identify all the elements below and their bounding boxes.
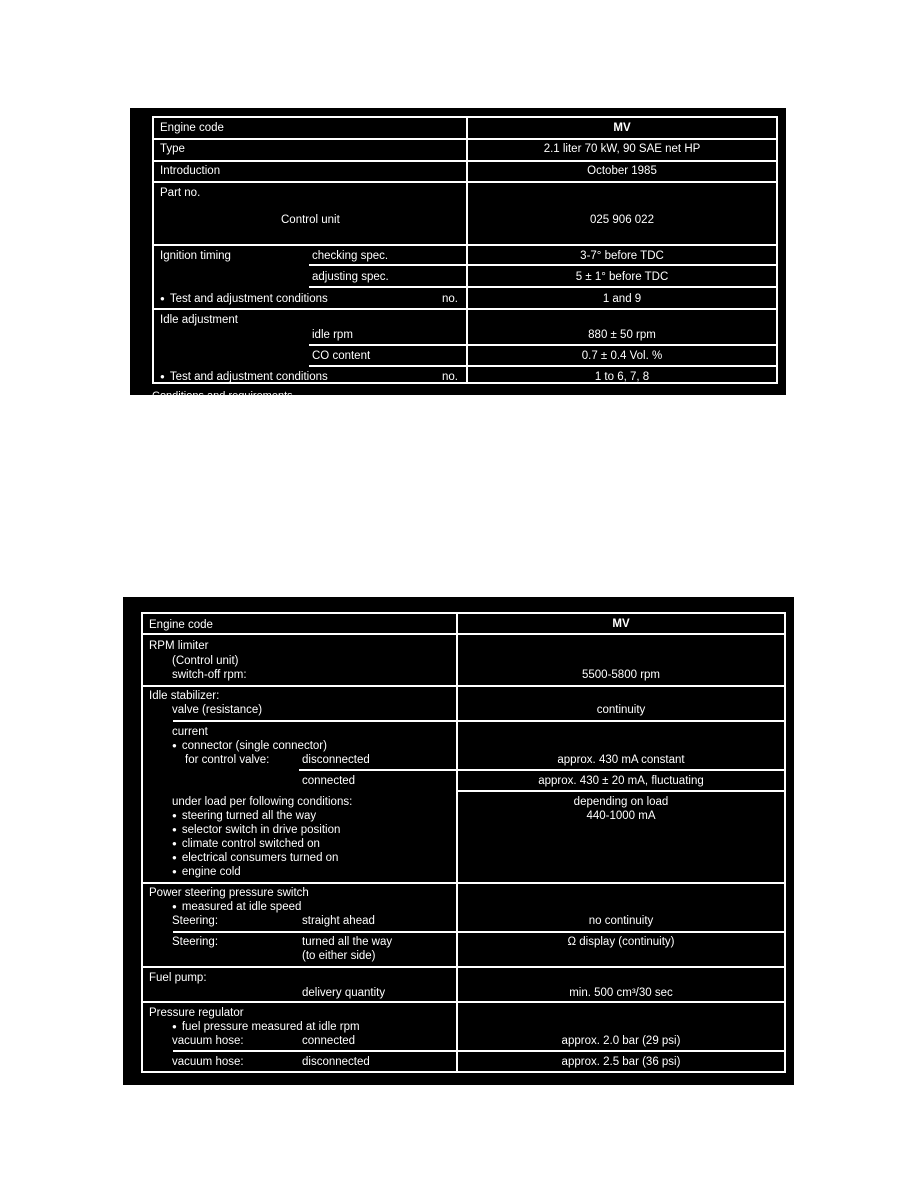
checking-spec-value: 3-7° before TDC	[580, 250, 664, 262]
straight-ahead-value: no continuity	[588, 915, 654, 927]
under-load-label: under load per following conditions:	[172, 796, 353, 808]
type-value: 2.1 liter 70 kW, 90 SAE net HP	[543, 143, 701, 155]
ignition-timing-label: Ignition timing	[160, 250, 231, 262]
control-unit-value: 025 906 022	[590, 214, 654, 226]
row-divider	[456, 790, 784, 792]
engine-code-label: Engine code	[160, 122, 224, 134]
vacuum-hose-label-2: vacuum hose:	[172, 1056, 244, 1068]
disconnected-value: approx. 430 mA constant	[557, 754, 685, 766]
engine-code-value: MV	[613, 122, 631, 134]
vacuum-hose-label: vacuum hose:	[172, 1035, 244, 1047]
measured-idle-speed: ● measured at idle speed	[172, 900, 301, 915]
fuel-pressure-measured: ● fuel pressure measured at idle rpm	[172, 1020, 360, 1035]
hose-connected-value: approx. 2.0 bar (29 psi)	[561, 1035, 681, 1047]
part-no-label: Part no.	[160, 187, 201, 199]
for-control-valve-label: for control valve:	[185, 754, 270, 766]
rpm-limiter-label: RPM limiter	[149, 640, 209, 652]
co-content-value: 0.7 ± 0.4 Vol. %	[581, 350, 663, 362]
spec-table-2-panel	[123, 597, 794, 1085]
row-divider	[309, 286, 776, 288]
valve-resistance-value: continuity	[596, 704, 646, 716]
either-side-label: (to either side)	[302, 950, 376, 962]
engine-code-value: MV	[612, 618, 630, 630]
co-content-label: CO content	[312, 350, 371, 362]
row-divider	[143, 882, 784, 884]
hose-disconnected-value: approx. 2.5 bar (36 psi)	[561, 1056, 681, 1068]
cutoff-footnote: Conditions and requirements	[152, 390, 293, 402]
condition-item: ● climate control switched on	[172, 837, 320, 852]
spec-table-1-panel	[130, 108, 786, 402]
row-divider	[143, 966, 784, 968]
rpm-limiter-control-unit: (Control unit)	[172, 655, 239, 667]
idle-rpm-value: 880 ± 50 rpm	[588, 329, 656, 341]
under-load-value-1: depending on load	[573, 796, 669, 808]
disconnected-label: disconnected	[302, 754, 370, 766]
row-divider	[173, 1050, 784, 1052]
spec-table-2	[141, 612, 786, 1073]
rpm-limiter-value: 5500-5800 rpm	[582, 669, 660, 681]
condition-item: ● steering turned all the way	[172, 809, 316, 824]
row-divider	[309, 365, 776, 367]
introduction-label: Introduction	[160, 165, 221, 177]
under-load-value-2: 440-1000 mA	[586, 810, 656, 822]
steering-label-2: Steering:	[172, 936, 219, 948]
checking-spec-label: checking spec.	[312, 250, 389, 262]
idle-rpm-label: idle rpm	[312, 329, 353, 341]
delivery-quantity-value: min. 500 cm³/30 sec	[569, 987, 673, 999]
connector-label: ● connector (single connector)	[172, 739, 327, 754]
control-unit-label: Control unit	[281, 214, 340, 226]
row-divider	[154, 138, 776, 140]
conditions-1-no-label: no.	[442, 293, 458, 305]
condition-item: ● engine cold	[172, 865, 241, 880]
conditions-2-value: 1 to 6, 7, 8	[594, 371, 650, 383]
row-divider	[173, 720, 784, 722]
straight-ahead-label: straight ahead	[302, 915, 375, 927]
row-divider	[143, 1001, 784, 1003]
pressure-regulator-label: Pressure regulator	[149, 1007, 244, 1019]
row-divider	[309, 344, 776, 346]
hose-connected-label: connected	[302, 1035, 356, 1047]
conditions-1-value: 1 and 9	[602, 293, 642, 305]
idle-stabilizer-label: Idle stabilizer:	[149, 690, 220, 702]
fuel-pump-label: Fuel pump:	[149, 972, 207, 984]
idle-adjustment-label: Idle adjustment	[160, 314, 238, 326]
connected-value: approx. 430 ± 20 mA, fluctuating	[538, 775, 704, 787]
row-divider	[143, 633, 784, 635]
rpm-limiter-switch-off: switch-off rpm:	[172, 669, 247, 681]
row-divider	[299, 769, 784, 771]
condition-item: ● selector switch in drive position	[172, 823, 340, 838]
row-divider	[154, 308, 776, 310]
type-label: Type	[160, 143, 185, 155]
introduction-value: October 1985	[587, 165, 657, 177]
row-divider	[143, 685, 784, 687]
row-divider	[309, 264, 776, 266]
valve-resistance-label: valve (resistance)	[172, 704, 263, 716]
engine-code-label: Engine code	[149, 619, 213, 631]
delivery-quantity-label: delivery quantity	[302, 987, 386, 999]
row-divider	[154, 244, 776, 246]
row-divider	[173, 931, 784, 933]
adjusting-spec-label: adjusting spec.	[312, 271, 389, 283]
power-steering-label: Power steering pressure switch	[149, 887, 309, 899]
hose-disconnected-label: disconnected	[302, 1056, 370, 1068]
steering-label: Steering:	[172, 915, 219, 927]
row-divider	[154, 181, 776, 183]
row-divider	[154, 160, 776, 162]
conditions-2-label: ● Test and adjustment conditions	[160, 370, 328, 385]
turned-label: turned all the way	[302, 936, 393, 948]
conditions-2-no-label: no.	[442, 371, 458, 383]
current-label: current	[172, 726, 208, 738]
condition-item: ● electrical consumers turned on	[172, 851, 338, 866]
spec-table-1	[152, 116, 778, 384]
turned-value: Ω display (continuity)	[567, 936, 675, 948]
adjusting-spec-value: 5 ± 1° before TDC	[575, 271, 669, 283]
connected-label: connected	[302, 775, 356, 787]
conditions-1-label: ● Test and adjustment conditions	[160, 292, 328, 307]
